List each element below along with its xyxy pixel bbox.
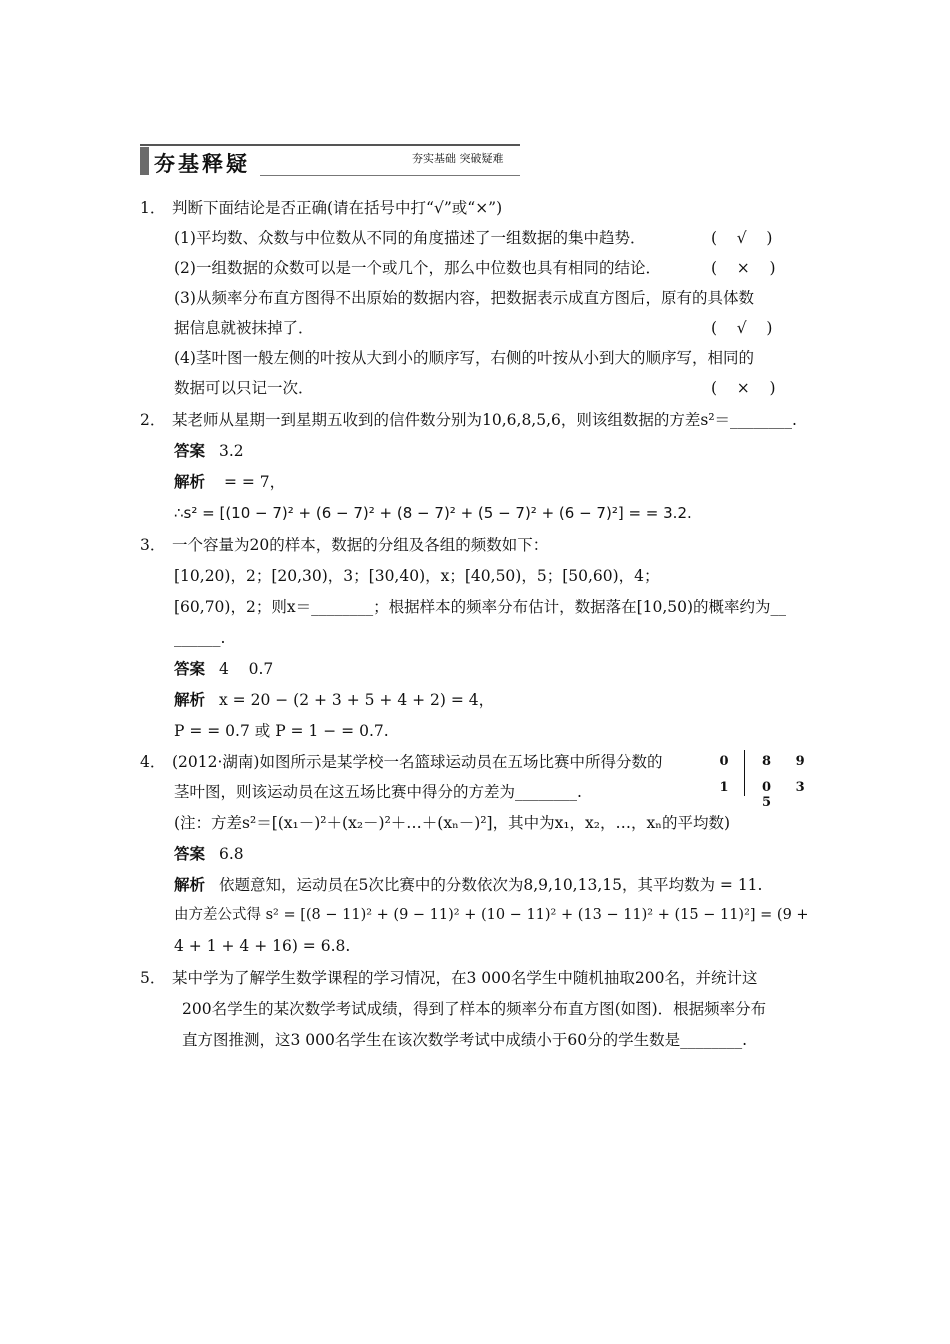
q4-stem: (2012·湖南)如图所示是某学校一名篮球运动员在五场比赛中所得分数的 [172,753,663,771]
header-rule [140,144,520,146]
leaf-row-1: 8 9 [762,754,815,769]
q2-number: 2． [140,411,166,429]
q4-answer-row [174,844,244,864]
q3-analysis-row [174,690,494,710]
q3-answer-row [174,659,273,679]
q3-analysis-2: P = = 0.7 或 P = 1 − = 0.7. [174,722,389,740]
q2-stem: 某老师从星期一到星期五收到的信件数分别为10,6,8,5,6，则该组数据的方差s²＝________. [172,411,797,429]
section-subtitle: 夯实基础 突破疑难 [412,152,504,165]
q5-line-2: 200名学生的某次数学考试成绩，得到了样本的频率分布直方图(如图)．根据频率分布 [182,1000,767,1018]
q5-line-1: 某中学为了解学生数学课程的学习情况，在3 000名学生中随机抽取200名，并统计这 [172,969,758,987]
answer-label: 答案 [174,660,206,678]
q1-item-1: (1)平均数、众数与中位数从不同的角度描述了一组数据的集中趋势． [174,229,646,247]
q1-item-4-cont: 数据可以只记一次． [174,379,314,397]
q4-analysis-row [174,875,762,895]
analysis-label: 解析 [174,876,206,894]
analysis-label: 解析 [174,473,206,491]
q5-number: 5． [140,969,166,987]
q4-analysis-3: 4 + 1 + 4 + 16) = 6.8. [174,937,351,955]
q3-analysis-1: x = 20 − (2 + 3 + 5 + 4 + 2) = 4， [219,691,495,709]
answer-label: 答案 [174,442,206,460]
q3-line-2: [10,20)，2；[20,30)，3；[30,40)，x；[40,50)，5；[50,60)，4； [174,567,660,585]
q4-analysis-2: 由方差公式得 s² = [(8 − 11)² + (9 − 11)² + (10 − 11)² + (13 − 11)² + (15 − 11)²] = (9 + [174,907,809,923]
q4-analysis-1: 依题意知，运动员在5次比赛中的分数依次为8,9,10,13,15，其平均数为 = 11. [219,876,763,894]
answer-label: 答案 [174,845,206,863]
q3-stem: 一个容量为20的样本，数据的分组及各组的频数如下： [172,536,549,554]
q4-number: 4． [140,753,166,771]
q1-item-3-cont: 据信息就被抹掉了． [174,319,314,337]
q1-item-3-mark: ( √ ) [711,319,773,337]
q3-number: 3． [140,536,166,554]
q3-line-4: ______. [174,629,226,647]
stem-leaf-divider [744,750,745,796]
header-underline [260,175,520,176]
leaf-row-2: 0 3 5 [762,780,815,810]
q2-analysis-row [174,472,285,492]
q1-item-4-mark: ( × ) [711,379,776,397]
q1-item-2: (2)一组数据的众数可以是一个或几个，那么中位数也具有相同的结论． [174,259,661,277]
q3-line-3: [60,70)，2；则x＝________；根据样本的频率分布估计，数据落在[10,50)的概率约为__ [174,598,787,616]
q4-line-2: 茎叶图，则该运动员在这五场比赛中得分的方差为________. [174,783,582,801]
q4-line-3: (注：方差s²＝[(x₁－)²＋(x₂－)²＋…＋(xₙ－)²]，其中为x₁，x₂，…，xₙ的平均数) [174,814,730,832]
q2-answer-row [174,441,244,461]
stem-leaf-plot [718,750,828,810]
section-header [140,144,520,178]
stem-row-1: 0 [719,754,729,769]
q2-analysis-2: ∴s² = [(10 − 7)² + (6 − 7)² + (8 − 7)² + (5 − 7)² + (6 − 7)²] = = 3.2. [174,504,692,522]
header-marker [140,147,149,175]
q2-answer: 3.2 [219,442,244,460]
q1-item-3: (3)从频率分布直方图得不出原始的数据内容，把数据表示成直方图后，原有的具体数 [174,289,754,307]
q3-answer: 4 0.7 [219,660,274,678]
q2-analysis-1: = = 7， [219,473,286,491]
q1-item-1-mark: ( √ ) [711,229,773,247]
q1-item-4: (4)茎叶图一般左侧的叶按从大到小的顺序写，右侧的叶按从小到大的顺序写，相同的 [174,349,754,367]
q1-item-2-mark: ( × ) [711,259,776,277]
q1-number: 1． [140,199,166,217]
stem-row-2: 1 [719,780,729,795]
section-title: 夯基释疑 [154,152,250,176]
q4-answer: 6.8 [219,845,244,863]
q5-line-3: 直方图推测，这3 000名学生在该次数学考试中成绩小于60分的学生数是________. [182,1031,748,1049]
q1-stem: 判断下面结论是否正确(请在括号中打“√”或“×”) [172,199,503,217]
analysis-label: 解析 [174,691,206,709]
